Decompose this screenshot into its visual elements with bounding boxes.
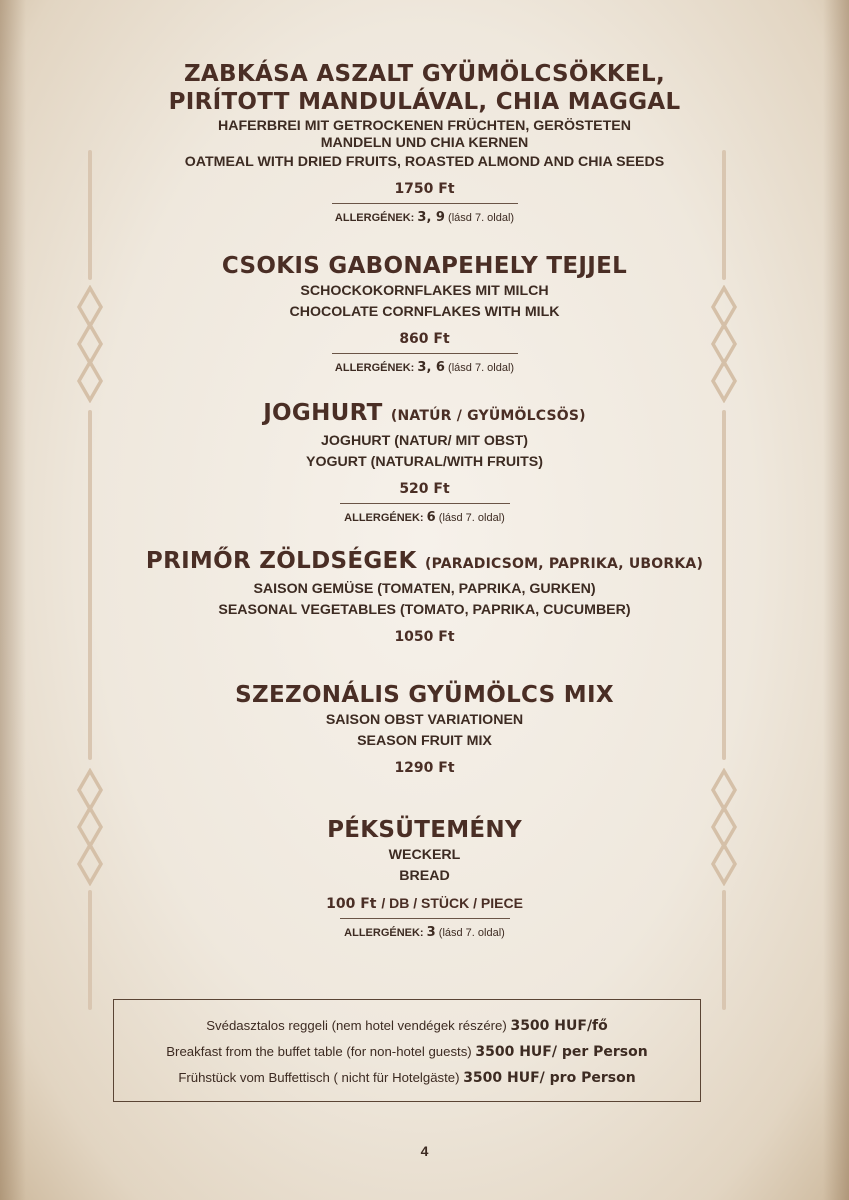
menu-item-fruit-mix: [0, 681, 849, 776]
item-allergens: ALLERGÉNEK: 6 (lásd 7. oldal): [344, 510, 505, 525]
menu-item-yogurt: [0, 399, 849, 525]
item-german: WECKERL: [388, 847, 461, 863]
item-english: BREAD: [399, 868, 450, 884]
page-number: 4: [420, 1143, 429, 1159]
buffet-info-box: [113, 999, 701, 1102]
divider: [332, 203, 518, 204]
item-title: PRIMŐR ZÖLDSÉGEK (PARADICSOM, PAPRIKA, UBORKA): [145, 548, 704, 574]
item-title: JOGHURT (NATÚR / GYÜMÖLCSÖS): [263, 400, 586, 426]
item-german: MANDELN UND CHIA KERNEN: [320, 135, 529, 151]
item-price: 520 Ft: [399, 481, 450, 497]
item-english: CHOCOLATE CORNFLAKES WITH MILK: [289, 304, 560, 320]
item-price: 100 Ft / DB / STÜCK / PIECE: [326, 895, 523, 912]
divider: [332, 353, 518, 354]
item-english: YOGURT (NATURAL/WITH FRUITS): [306, 454, 543, 470]
item-german: SAISON GEMÜSE (TOMATEN, PAPRIKA, GURKEN): [253, 581, 596, 597]
item-title: PÉKSÜTEMÉNY: [327, 817, 522, 843]
divider: [340, 918, 510, 919]
item-title: SZEZONÁLIS GYÜMÖLCS MIX: [235, 682, 614, 708]
item-english: OATMEAL WITH DRIED FRUITS, ROASTED ALMOND AND CHIA SEEDS: [184, 154, 665, 170]
item-price: 1750 Ft: [394, 181, 455, 197]
item-german: JOGHURT (NATUR/ MIT OBST): [320, 433, 528, 449]
item-allergens: ALLERGÉNEK: 3, 9 (lásd 7. oldal): [334, 210, 515, 225]
buffet-line-de: Frühstück vom Buffettisch ( nicht für Hotelgäste) 3500 HUF/ pro Person: [178, 1070, 636, 1086]
item-title: CSOKIS GABONAPEHELY TEJJEL: [221, 253, 628, 279]
item-allergens: ALLERGÉNEK: 3 (lásd 7. oldal): [344, 925, 505, 940]
item-english: SEASONAL VEGETABLES (TOMATO, PAPRIKA, CUCUMBER): [218, 602, 631, 618]
item-allergens: ALLERGÉNEK: 3, 6 (lásd 7. oldal): [334, 360, 515, 375]
buffet-line-hu: Svédasztalos reggeli (nem hotel vendégek részére) 3500 HUF/fő: [206, 1018, 608, 1034]
item-german: HAFERBREI MIT GETROCKENEN FRÜCHTEN, GERÖSTETEN: [217, 118, 632, 134]
item-title: ZABKÁSA ASZALT GYÜMÖLCSÖKKEL,: [183, 61, 666, 87]
item-title: PIRÍTOTT MANDULÁVAL, CHIA MAGGAL: [168, 89, 681, 115]
menu-item-pastry: [0, 816, 849, 940]
item-price: 860 Ft: [399, 331, 450, 347]
menu-item-seasonal-vegetables: [0, 547, 849, 645]
menu-item-chocolate-cornflakes: [0, 252, 849, 375]
item-price: 1050 Ft: [394, 629, 455, 645]
buffet-line-en: Breakfast from the buffet table (for non-hotel guests) 3500 HUF/ per Person: [166, 1044, 648, 1060]
item-german: SCHOCKOKORNFLAKES MIT MILCH: [300, 283, 549, 299]
divider: [340, 503, 510, 504]
item-english: SEASON FRUIT MIX: [357, 733, 492, 749]
item-german: SAISON OBST VARIATIONEN: [325, 712, 524, 728]
item-price: 1290 Ft: [394, 760, 455, 776]
menu-item-oatmeal: [0, 60, 849, 225]
